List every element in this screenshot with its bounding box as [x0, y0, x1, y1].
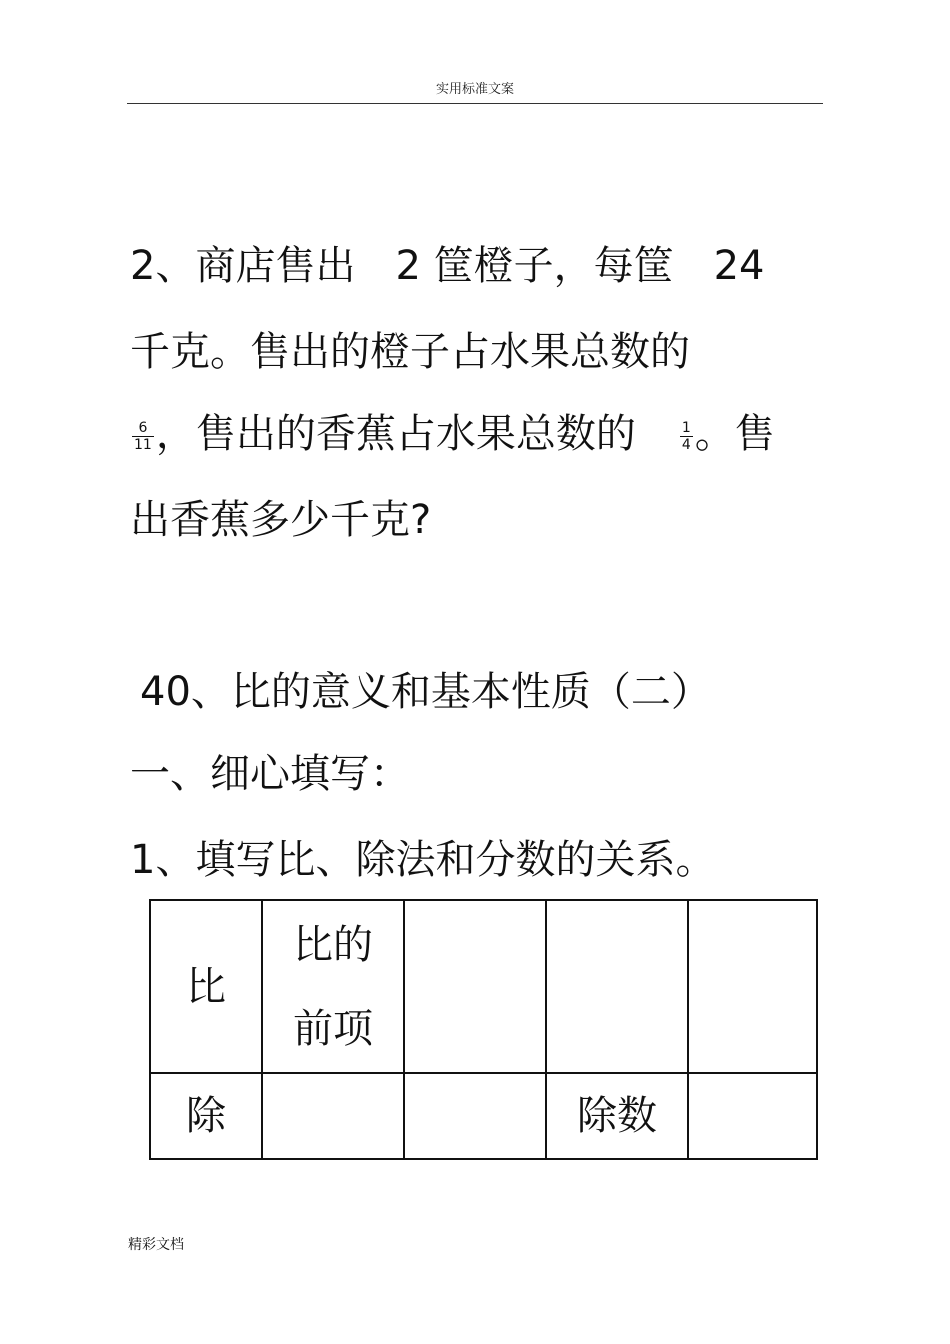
- header-divider: [127, 103, 823, 104]
- page-footer: 精彩文档: [128, 1237, 184, 1253]
- fraction-6-11: [132, 420, 154, 453]
- table-cell: 比: [150, 900, 262, 1073]
- table-cell: [262, 1073, 404, 1159]
- fraction-denominator: 4: [681, 436, 691, 453]
- fraction-numerator: 1: [681, 419, 691, 436]
- table-cell: [688, 900, 817, 1073]
- page-header-title: 实用标准文案: [435, 82, 514, 97]
- table-cell: [688, 1073, 817, 1159]
- table-cell: [404, 900, 546, 1073]
- problem-2-line-3-end: 。售: [694, 411, 775, 457]
- table-cell: 除数: [546, 1073, 688, 1159]
- problem-2-line-1: 2、商店售出 2 筐橙子，每筐 24: [130, 243, 765, 289]
- fraction-denominator: 11: [134, 436, 152, 453]
- table-row: [150, 900, 817, 1073]
- table-cell: 除: [150, 1073, 262, 1159]
- table-row: [150, 1073, 817, 1159]
- fraction-1-4: [680, 420, 693, 453]
- ratio-division-fraction-table: [149, 899, 818, 1160]
- problem-2-line-4: 出香蕉多少千克?: [130, 497, 432, 543]
- problem-2-line-3-text: ，售出的香蕉占水果总数的: [155, 411, 636, 457]
- problem-2-line-2: 千克。售出的橙子占水果总数的: [130, 329, 690, 375]
- problem-2-line-3: [130, 410, 775, 458]
- fraction-numerator: 6: [132, 420, 154, 437]
- table-cell: [404, 1073, 546, 1159]
- question-1: 1、填写比、除法和分数的关系。: [130, 837, 716, 883]
- section-part-heading: 一、细心填写：: [130, 751, 410, 797]
- section-title: 40、比的意义和基本性质（二）: [140, 669, 711, 715]
- table-cell: 比的 前项: [262, 900, 404, 1073]
- table-cell: [546, 900, 688, 1073]
